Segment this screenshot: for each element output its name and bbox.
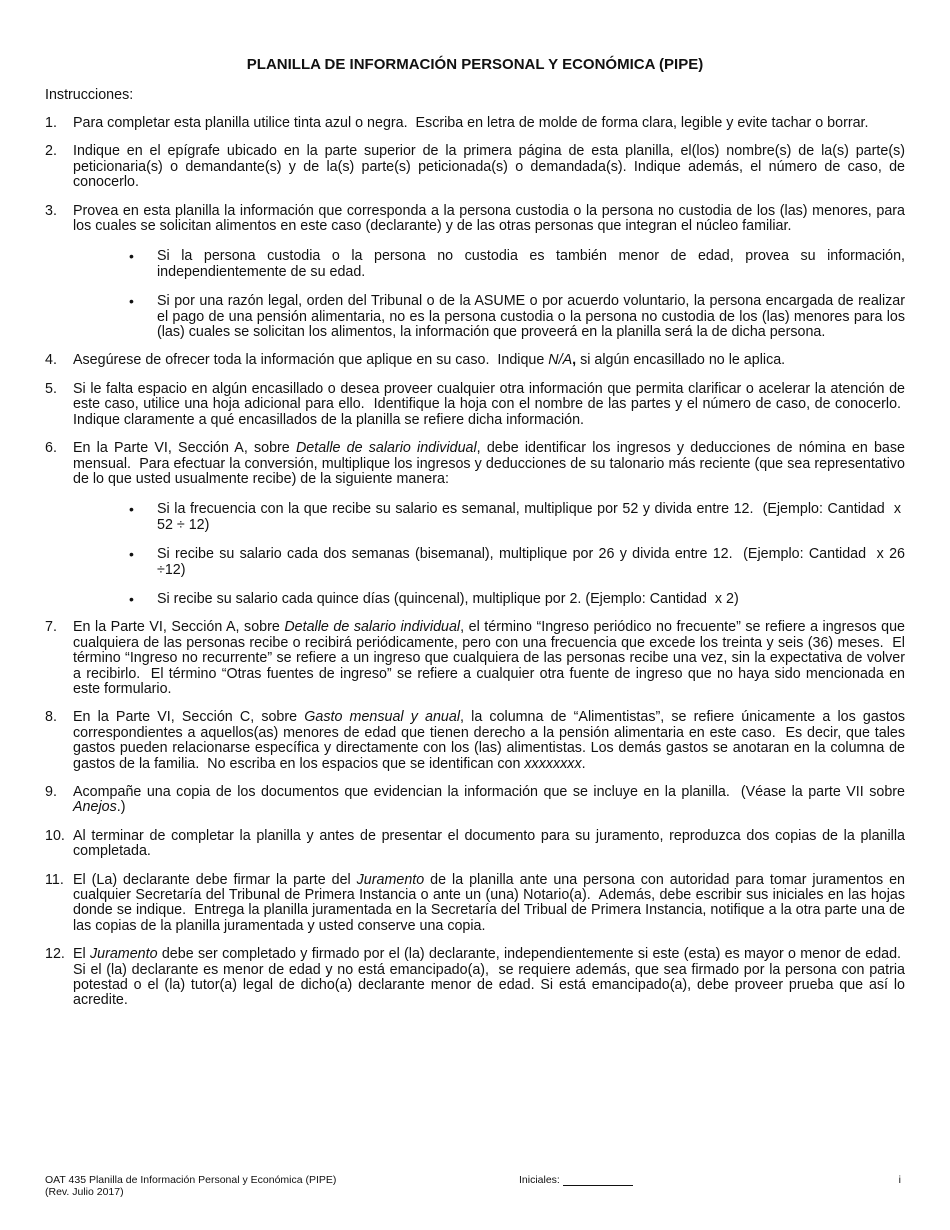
instruction-item (45, 441, 905, 607)
instruction-text (73, 441, 905, 607)
instruction-item (45, 382, 905, 428)
bullet-text: Si la frecuencia con la que recibe su salario es semanal, multiplique por 52 y divida entre 12. (Ejemplo: Cantidad x 52 ÷ 12) (157, 501, 905, 533)
instruction-item (45, 204, 905, 341)
instruction-item (45, 829, 905, 860)
instruction-text (73, 353, 905, 368)
instruction-number: 11. (45, 871, 64, 888)
instruction-paragraph: Indique en el epígrafe ubicado en la parte superior de la primera página de esta planilla, el(los) nombre(s) de la(s) parte(s) peticionaria(s) o demandante(s) y de la(s) parte(s) peticionada(s) o demandada(s). Indique además, el número de caso, de conocerlo. (73, 143, 905, 191)
instruction-text (73, 947, 905, 1009)
bullet-item (129, 249, 905, 280)
bullet-icon: • (129, 501, 134, 518)
instruction-paragraph: Asegúrese de ofrecer toda la información que aplique en su caso. Indique N/A, si algún encasillado no le aplica. (73, 352, 786, 369)
instruction-bullets (73, 249, 905, 340)
instruction-number: 8. (45, 709, 57, 726)
instruction-text (73, 382, 905, 428)
instruction-item (45, 710, 905, 772)
document-title: PLANILLA DE INFORMACIÓN PERSONAL Y ECONÓMICA (PIPE) (246, 56, 704, 73)
form-name: OAT 435 Planilla de Información Personal y Económica (PIPE) (45, 1174, 337, 1186)
initials-field (519, 1174, 633, 1186)
initials-blank-line (563, 1175, 633, 1186)
bullet-icon: • (129, 293, 134, 310)
instructions-label: Instrucciones: (45, 87, 134, 103)
instruction-item (45, 785, 905, 816)
form-identifier (45, 1174, 336, 1198)
instruction-text (73, 116, 905, 131)
instruction-text (73, 144, 905, 190)
instruction-text (73, 873, 905, 935)
bullet-text: Si recibe su salario cada dos semanas (bisemanal), multiplique por 26 y divida entre 12. (Ejemplo: Cantidad x 26 ÷12) (157, 546, 905, 578)
bullet-item (129, 547, 905, 578)
instruction-text (73, 829, 905, 860)
instruction-number: 5. (45, 380, 57, 397)
bullet-icon: • (129, 248, 134, 265)
instruction-text (73, 785, 905, 816)
instruction-item (45, 144, 905, 190)
initials-label: Iniciales: (519, 1174, 560, 1186)
instruction-number: 3. (45, 202, 57, 219)
bullet-icon: • (129, 590, 134, 607)
instruction-item (45, 947, 905, 1009)
bullet-item (129, 592, 905, 607)
instruction-paragraph: El Juramento debe ser completado y firmado por el (la) declarante, independientemente si este (esta) es mayor o menor de edad. Si el (la) declarante es menor de edad y no está emancipado(a), se requiere además, que sea firmado por la persona con patria potestad o el (la) tutor(a) legal de dicho(a) declarante menor de edad. Si está emancipado(a), debe proveer prueba que así lo acredite. (73, 946, 905, 1009)
instruction-paragraph: En la Parte VI, Sección A, sobre Detalle de salario individual, debe identificar los ingresos y deducciones de nómina en base mensual. Para efectuar la conversión, multiplique los ingresos y deducciones de su talonario más reciente (que sea representativo de lo que usted usualmente recibe) de la siguiente manera: (73, 440, 905, 487)
instruction-paragraph: Para completar esta planilla utilice tinta azul o negra. Escriba en letra de molde de forma clara, legible y evite tachar o borrar. (73, 115, 869, 131)
instruction-number: 12. (45, 946, 65, 963)
instruction-paragraph: Al terminar de completar la planilla y antes de presentar el documento para su juramento, reproduzca dos copias de la planilla completada. (73, 827, 905, 860)
instruction-number: 9. (45, 784, 57, 800)
bullet-item (129, 502, 905, 533)
instruction-paragraph: Si le falta espacio en algún encasillado o desea proveer cualquier otra información que permita clarificar o acelerar la atención de este caso, utilice una hoja adicional para ello. Identifique la hoja con el nombre de las partes y el número de caso, de conocerlo. Indique claramente a qué encasillados de la planilla se refiere dicha información. (73, 380, 905, 428)
instructions-list (45, 116, 905, 1009)
instruction-paragraph: En la Parte VI, Sección A, sobre Detalle de salario individual, el término “Ingreso periódico no frecuente” se refiere a ingresos que cualquiera de las personas recibe o recibirá periódicamente, pero con una frecuencia que excede los treinta y seis (36) meses. El término “Ingreso no recurrente” se refiere a un ingreso que cualquiera de las personas recibe una vez, sin la expectativa de volver a recibirlo. El término “Otras fuentes de ingreso” se refiere a cualquier otra fuente de ingreso que no haya sido mencionada en este formulario. (73, 619, 905, 697)
instruction-number: 4. (45, 352, 57, 369)
instruction-item (45, 873, 905, 935)
instruction-paragraph: Acompañe una copia de los documentos que evidencian la información que se incluye en la planilla. (Véase la parte VII sobre Anejos.) (73, 784, 905, 816)
bullet-item (129, 294, 905, 340)
instruction-number: 2. (45, 143, 57, 160)
instruction-paragraph: El (La) declarante debe firmar la parte del Juramento de la planilla ante una persona con autoridad para tomar juramentos en cualquier Secretaría del Tribunal de Primera Instancia o ante un (una) Notario(a). Además, debe escribir sus iniciales en las hojas donde se indique. Entrega la planilla juramentada en la Secretaría del Tribual de Primera Instancia, notifique a la otra parte una de las copias de la planilla juramentada y usted conserve una copia. (73, 871, 905, 934)
bullet-icon: • (129, 546, 134, 563)
form-revision: (Rev. Julio 2017) (45, 1186, 124, 1198)
instruction-text (73, 710, 905, 772)
instruction-number: 10. (45, 827, 65, 844)
instruction-item (45, 353, 905, 368)
instruction-number: 7. (45, 619, 57, 636)
instruction-paragraph: En la Parte VI, Sección C, sobre Gasto mensual y anual, la columna de “Alimentistas”, se refiere únicamente a los gastos correspondientes a aquellos(as) menores de edad que tienen derecho a la pensión alimentaria en este caso. Es decir, que tales gastos pueden relacionarse específica y directamente con los (las) alimentistas. Los demás gastos se anotaran en la columna de gastos de la familia. No escriba en los espacios que se identifican con xxxxxxxx. (73, 709, 906, 772)
instruction-number: 1. (45, 115, 57, 131)
bullet-text: Si por una razón legal, orden del Tribunal o de la ASUME o por acuerdo voluntario, la persona encargada de realizar el pago de una pensión alimentaria, no es la persona custodia o la persona no custodia de los (las) menores para los (las) cuales se solicitan los alimentos, la información que proveerá en la planilla será la de dicha persona. (157, 293, 905, 341)
instruction-item (45, 116, 905, 131)
page-number: i (898, 1174, 901, 1186)
instruction-text (73, 620, 905, 697)
instruction-paragraph: Provea en esta planilla la información que corresponda a la persona custodia o la persona no custodia de los (las) menores, para los cuales se solicitan alimentos en este caso (declarante) y de las otras personas que integran el núcleo familiar. (73, 202, 905, 235)
instruction-bullets (73, 502, 905, 607)
instruction-text (73, 204, 905, 341)
document-page (45, 52, 905, 1022)
bullet-text: Si la persona custodia o la persona no custodia es también menor de edad, provea su información, independientemente de su edad. (157, 248, 905, 280)
bullet-text: Si recibe su salario cada quince días (quincenal), multiplique por 2. (Ejemplo: Cantidad x 2) (157, 590, 739, 607)
instruction-item (45, 620, 905, 697)
instruction-number: 6. (45, 440, 57, 457)
